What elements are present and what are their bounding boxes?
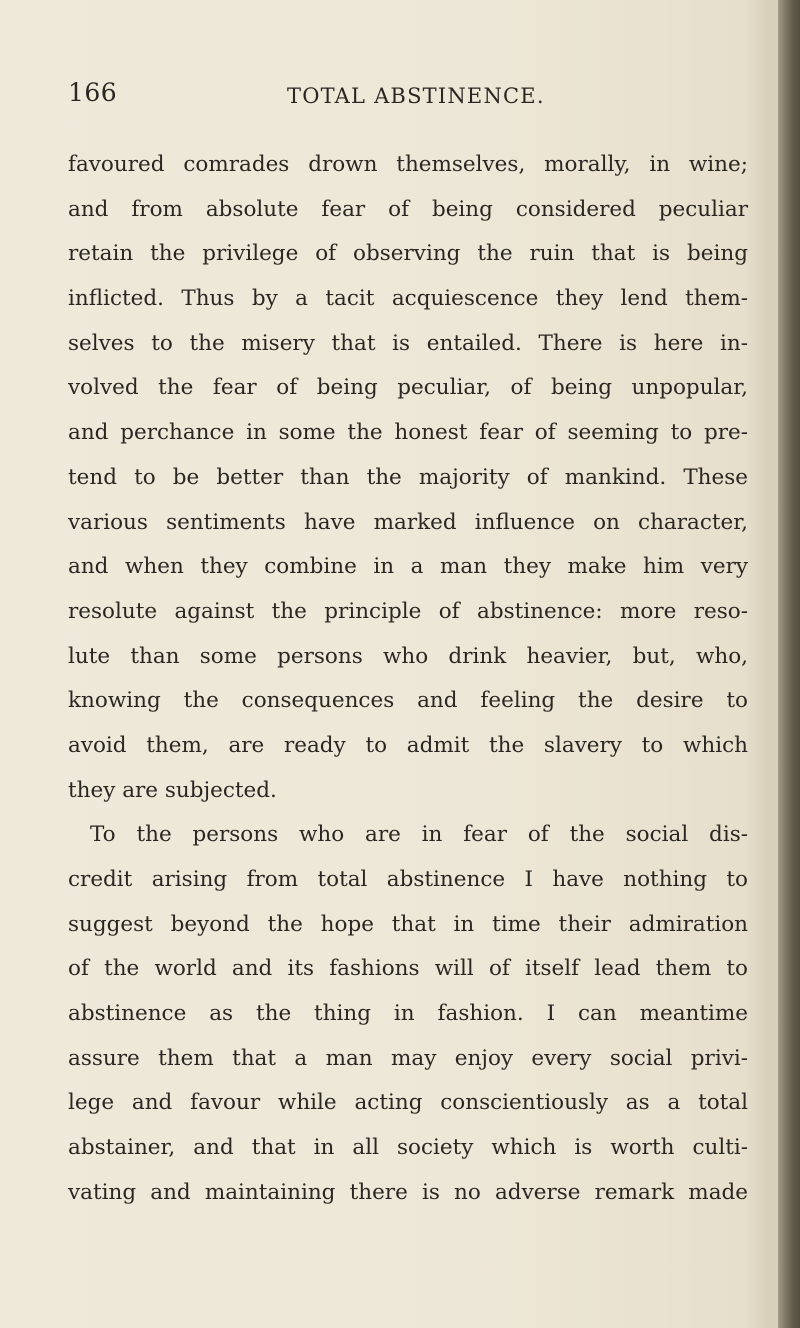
- running-header: [68, 78, 688, 118]
- text-line: various sentiments have marked influence on character,: [68, 509, 748, 535]
- text-line: vating and maintaining there is no adverse remark made: [68, 1179, 748, 1205]
- text-line: lute than some persons who drink heavier, but, who,: [68, 643, 748, 669]
- text-line: To the persons who are in fear of the social dis-: [90, 822, 748, 848]
- text-line: abstinence as the thing in fashion. I can meantime: [68, 1001, 748, 1027]
- text-line: abstainer, and that in all society which is worth culti-: [68, 1135, 748, 1161]
- text-line: and when they combine in a man they make him very: [68, 554, 748, 580]
- text-line: knowing the consequences and feeling the desire to: [68, 688, 748, 714]
- text-line: and perchance in some the honest fear of seeming to pre-: [68, 420, 748, 446]
- page-number: 166: [68, 78, 118, 107]
- text-line: assure them that a man may enjoy every social privi-: [68, 1045, 748, 1071]
- running-title: TOTAL ABSTINENCE.: [287, 84, 545, 108]
- text-line: credit arising from total abstinence I have nothing to: [68, 867, 748, 892]
- text-line: lege and favour while acting conscientiously as a total: [68, 1090, 748, 1116]
- page-gutter-shadow: [778, 0, 800, 1328]
- body-text: [68, 143, 748, 1216]
- text-line: retain the privilege of observing the ruin that is being: [68, 241, 748, 267]
- text-line: and from absolute fear of being considered peculiar: [68, 196, 748, 222]
- text-line: tend to be better than the majority of mankind. These: [68, 464, 748, 490]
- text-line: avoid them, are ready to admit the slavery to which: [68, 732, 748, 758]
- text-line: inflicted. Thus by a tacit acquiescence they lend them-: [68, 286, 748, 312]
- text-line: resolute against the principle of abstinence: more reso-: [68, 598, 748, 624]
- text-line: they are subjected.: [68, 777, 277, 803]
- text-line: suggest beyond the hope that in time their admiration: [68, 911, 748, 937]
- text-line: favoured comrades drown themselves, morally, in wine;: [68, 152, 748, 177]
- text-line: of the world and its fashions will of itself lead them to: [68, 956, 748, 982]
- text-line: volved the fear of being peculiar, of being unpopular,: [68, 375, 748, 401]
- text-line: selves to the misery that is entailed. There is here in-: [68, 330, 748, 356]
